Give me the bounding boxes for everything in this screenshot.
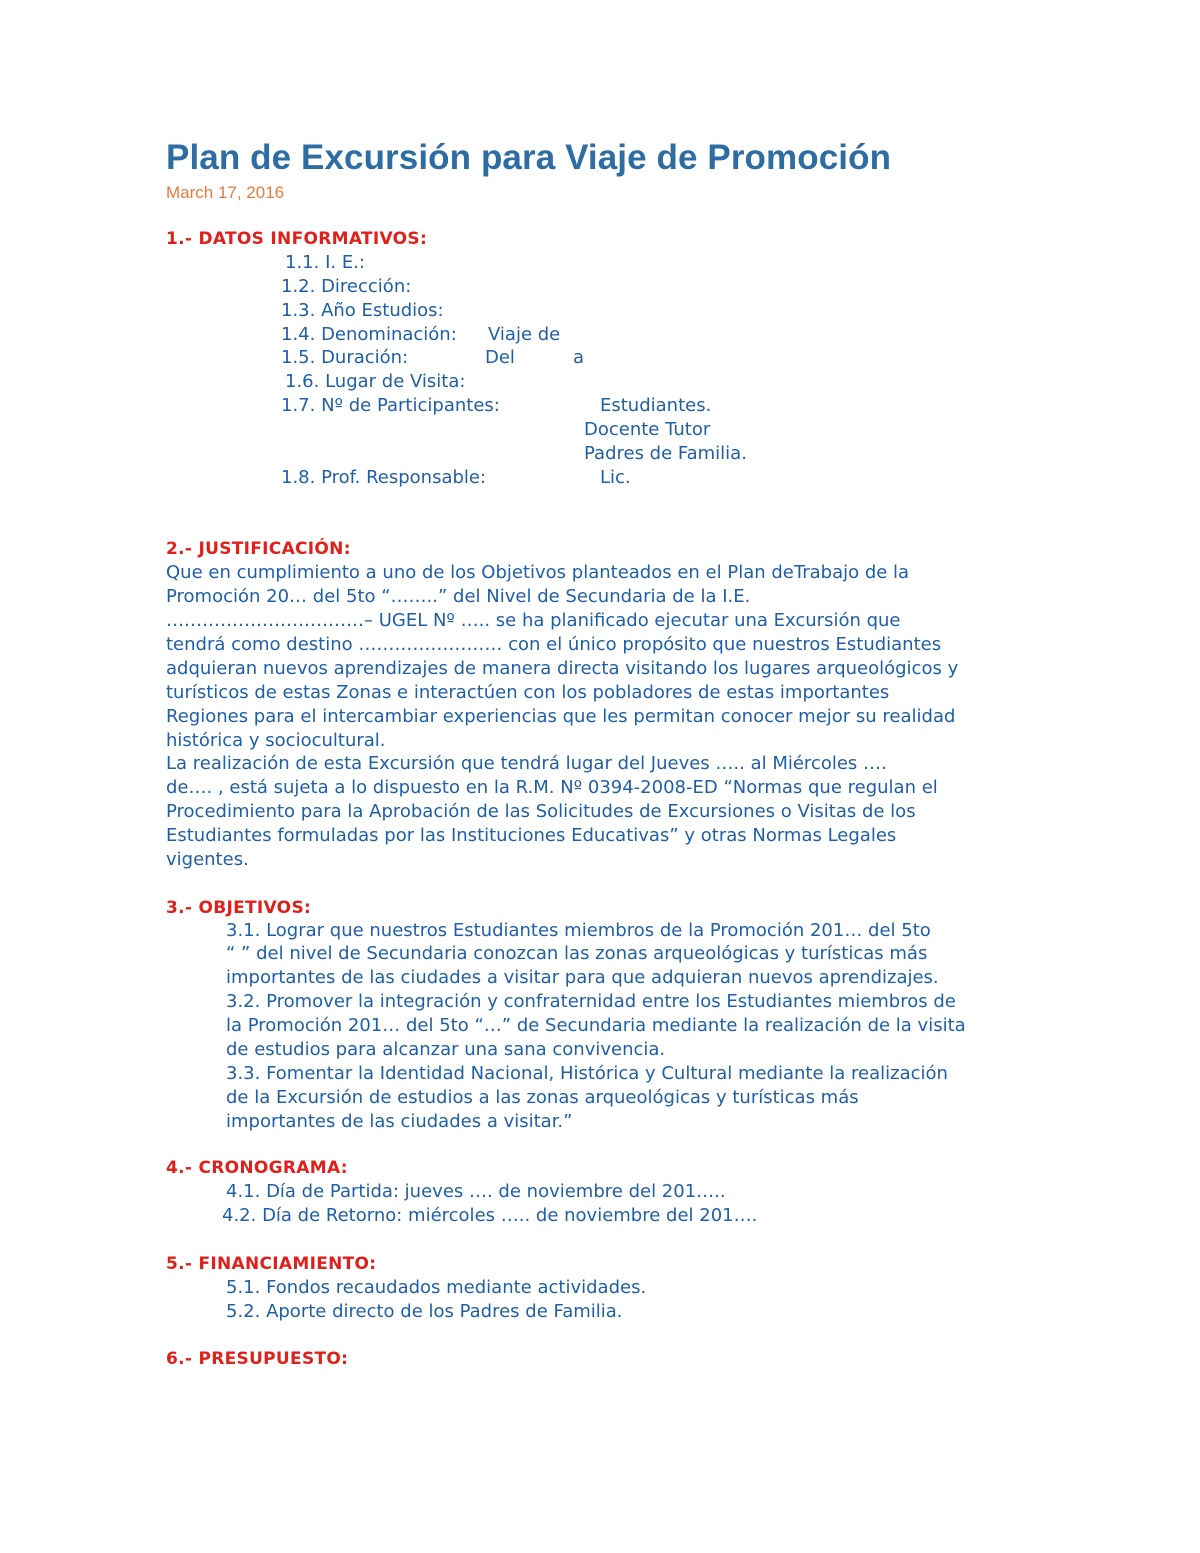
justificacion-line: tendrá como destino …………………… con el único propósito que nuestros Estudiantes xyxy=(166,634,942,655)
justificacion-line: La realización de esta Excursión que tendrá lugar del Jueves ….. al Miércoles …. xyxy=(166,753,887,774)
justificacion-line: Estudiantes formuladas por las Instituciones Educativas” y otras Normas Legales xyxy=(166,825,897,846)
datos-item-duracion: 1.5. Duración: xyxy=(281,347,409,368)
datos-item-ie: 1.1. I. E.: xyxy=(285,252,365,273)
objetivos-line: de estudios para alcanzar una sana convivencia. xyxy=(226,1039,666,1060)
objetivos-line: 3.1. Lograr que nuestros Estudiantes miembros de la Promoción 201… del 5to xyxy=(226,920,931,941)
objetivos-line: importantes de las ciudades a visitar.” xyxy=(226,1111,573,1132)
datos-item-denominacion: 1.4. Denominación: xyxy=(281,324,457,345)
section-heading-objetivos: 3.- OBJETIVOS: xyxy=(166,898,312,918)
cronograma-line: 4.1. Día de Partida: jueves …. de noviembre del 201….. xyxy=(226,1181,726,1202)
section-heading-datos: 1.- DATOS INFORMATIVOS: xyxy=(166,229,428,249)
datos-item-responsable: 1.8. Prof. Responsable: xyxy=(281,467,487,488)
datos-item-lugar: 1.6. Lugar de Visita: xyxy=(285,371,466,392)
objetivos-line: “ ” del nivel de Secundaria conozcan las zonas arqueológicas y turísticas más xyxy=(226,943,928,964)
justificacion-line: histórica y sociocultural. xyxy=(166,730,386,751)
objetivos-line: 3.3. Fomentar la Identidad Nacional, Histórica y Cultural mediante la realización xyxy=(226,1063,948,1084)
financiamiento-line: 5.1. Fondos recaudados mediante actividades. xyxy=(226,1277,647,1298)
financiamiento-line: 5.2. Aporte directo de los Padres de Familia. xyxy=(226,1301,623,1322)
datos-item-direccion: 1.2. Dirección: xyxy=(281,276,412,297)
justificacion-line: de…. , está sujeta a lo dispuesto en la R.M. Nº 0394-2008-ED “Normas que regulan el xyxy=(166,777,938,798)
datos-participantes-estudiantes: Estudiantes. xyxy=(600,395,712,416)
datos-participantes-padres: Padres de Familia. xyxy=(584,443,747,464)
datos-item-participantes: 1.7. Nº de Participantes: xyxy=(281,395,500,416)
document-date: March 17, 2016 xyxy=(166,183,285,202)
justificacion-line: Promoción 20… del 5to “……..” del Nivel de Secundaria de la I.E. xyxy=(166,586,751,607)
objetivos-line: de la Excursión de estudios a las zonas arqueológicas y turísticas más xyxy=(226,1087,859,1108)
section-heading-cronograma: 4.- CRONOGRAMA: xyxy=(166,1158,348,1178)
objetivos-line: la Promoción 201… del 5to “…” de Secundaria mediante la realización de la visita xyxy=(226,1015,966,1036)
datos-value-duracion-a: a xyxy=(573,347,585,368)
document-title: Plan de Excursión para Viaje de Promoción xyxy=(166,138,892,177)
justificacion-line: Regiones para el intercambiar experiencias que les permitan conocer mejor su realidad xyxy=(166,706,956,727)
objetivos-line: importantes de las ciudades a visitar para que adquieran nuevos aprendizajes. xyxy=(226,967,939,988)
justificacion-line: turísticos de estas Zonas e interactúen con los pobladores de estas importantes xyxy=(166,682,890,703)
datos-value-denominacion: Viaje de xyxy=(488,324,561,345)
datos-value-duracion-del: Del xyxy=(485,347,515,368)
section-heading-financiamiento: 5.- FINANCIAMIENTO: xyxy=(166,1254,377,1274)
datos-participantes-docente: Docente Tutor xyxy=(584,419,711,440)
justificacion-line: vigentes. xyxy=(166,849,249,870)
section-heading-presupuesto: 6.- PRESUPUESTO: xyxy=(166,1349,349,1369)
datos-value-responsable: Lic. xyxy=(600,467,631,488)
section-heading-justificacion: 2.- JUSTIFICACIÓN: xyxy=(166,539,351,559)
cronograma-line: 4.2. Día de Retorno: miércoles ….. de noviembre del 201…. xyxy=(222,1205,758,1226)
justificacion-line: Procedimiento para la Aprobación de las Solicitudes de Excursiones o Visitas de los xyxy=(166,801,916,822)
datos-item-anio: 1.3. Año Estudios: xyxy=(281,300,444,321)
justificacion-line: adquieran nuevos aprendizajes de manera directa visitando los lugares arqueológicos y xyxy=(166,658,959,679)
justificacion-line: ……………………………– UGEL Nº ….. se ha planificado ejecutar una Excursión que xyxy=(166,610,901,631)
justificacion-line: Que en cumplimiento a uno de los Objetivos planteados en el Plan deTrabajo de la xyxy=(166,562,910,583)
objetivos-line: 3.2. Promover la integración y confraternidad entre los Estudiantes miembros de xyxy=(226,991,956,1012)
